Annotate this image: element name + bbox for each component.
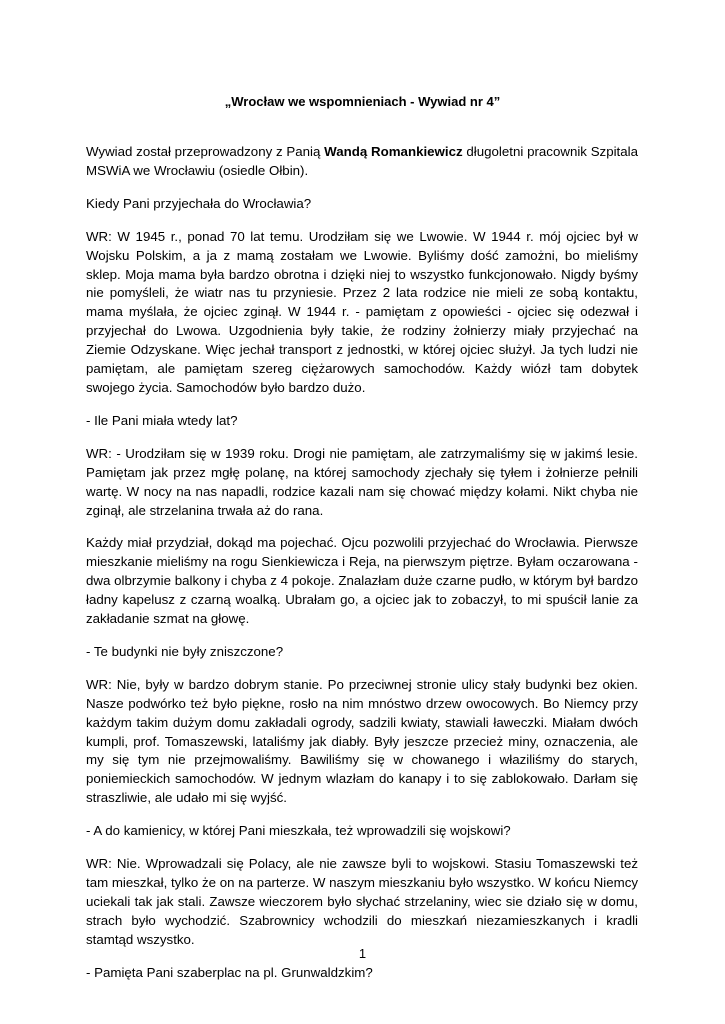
document-title: „Wrocław we wspomnieniach - Wywiad nr 4” bbox=[224, 94, 501, 109]
intro-text-before: Wywiad został przeprowadzony z Panią bbox=[86, 144, 325, 159]
question-paragraph: - Pamięta Pani szaberplac na pl. Grunwaldzkim? bbox=[86, 964, 373, 980]
answer-paragraph: WR: W 1945 r., ponad 70 lat temu. Urodziłam się we Lwowie. W 1944 r. mój ojciec był w Wojsku Polskim, a ja z mamą zostałam we Lwowie. Byliśmy dość zamożni, bo mieliśmy sklep. Moja mama była bardzo obrotna i dzięki niej to wszystko funkcjonowało. Nigdy byśmy nie pomyśleli, że wiatr nas tu przyniesie. Przez 2 lata rodzice nie mieli ze sobą kontaktu, mama myślała, że ojciec zginął. W 1944 r. - pamiętam z opowieści - ojciec się odezwał i przyjechał do Lwowa. Uzgodnienia były takie, że rodziny żołnierzy miały przyjechać na Ziemie Odzyskane. Więc jechał transport z jednostki, w której ojciec służył. Ja tych ludzi nie pamiętam, ale pamiętam szereg ciężarowych samochodów. Każdy wiózł tam dobytek swojego życia. Samochodów było bardzo dużo. bbox=[86, 228, 638, 395]
page-number: 1 bbox=[358, 946, 367, 961]
answer-paragraph: WR: - Urodziłam się w 1939 roku. Drogi nie pamiętam, ale zatrzymaliśmy się w jakimś lesie. Pamiętam jak przez mgłę polanę, na której samochody zjechały się tyłem i żołnierze pełnili wartę. W nocy na nas napadli, rodzice kazali nam się chować między kołami. Nikt chyba nie zginął, ale strzelanina trwała aż do rana. bbox=[86, 445, 638, 518]
answer-paragraph: WR: Nie, były w bardzo dobrym stanie. Po przeciwnej stronie ulicy stały budynki bez okien. Nasze podwórko też było piękne, rosło na nim mnóstwo drzew owocowych. Bo Niemcy przy każdym takim dużym domu zakładali ogrody, sadzili kwiaty, stawiali ławeczki. Miałam dwóch kumpli, prof. Tomaszewski, lataliśmy jak diabły. Były jeszcze przecież miny, oznaczenia, ale my się tym nie przejmowaliśmy. Bawiliśmy się w chowanego i właziliśmy do starych, poniemieckich samochodów. W jednym wlazłam do kanapy i to się zablokowało. Darłam się straszliwie, ale udało mi się wyjść. bbox=[86, 676, 638, 806]
document-body bbox=[86, 143, 638, 997]
question-paragraph: - A do kamienicy, w której Pani mieszkała, też wprowadzili się wojskowi? bbox=[86, 823, 511, 839]
answer-paragraph: Każdy miał przydział, dokąd ma pojechać. Ojcu pozwolili przyjechać do Wrocławia. Pierwsze mieszkanie mieliśmy na rogu Sienkiewicza i Reja, na pierwszym piętrze. Byłam oczarowana - dwa olbrzymie balkony i chyba z 4 pokoje. Znalazłam duże czarne pudło, w którym był bardzo ładny kapelusz z czarną woalką. Ubrałam go, a ojciec jak to zobaczył, to mi spuścił lanie za zakładanie szmat na głowę. bbox=[86, 535, 638, 627]
answer-paragraph: WR: Nie. Wprowadzali się Polacy, ale nie zawsze byli to wojskowi. Stasiu Tomaszewski też tam mieszkał, tylko że on na parterze. W naszym mieszkaniu było wszystko. W końcu Niemcy uciekali tak jak stali. Zawsze wieczorem było słychać strzelaniny, wiec sie działo się w domu, strach było wychodzić. Szabrownicy wchodzili do mieszkań niezamieszkanych i kradli stamtąd wszystko. bbox=[86, 856, 638, 947]
intro-text-after: długoletni pracownik Szpitala MSWiA we Wrocławiu (osiedle Ołbin). bbox=[86, 144, 638, 178]
question-paragraph: - Te budynki nie były zniszczone? bbox=[86, 643, 284, 659]
question-paragraph: - Ile Pani miała wtedy lat? bbox=[86, 412, 238, 428]
interviewee-name: Wandą Romankiewicz bbox=[324, 144, 463, 159]
intro-paragraph bbox=[86, 143, 638, 181]
question-paragraph: Kiedy Pani przyjechała do Wrocławia? bbox=[86, 195, 312, 211]
